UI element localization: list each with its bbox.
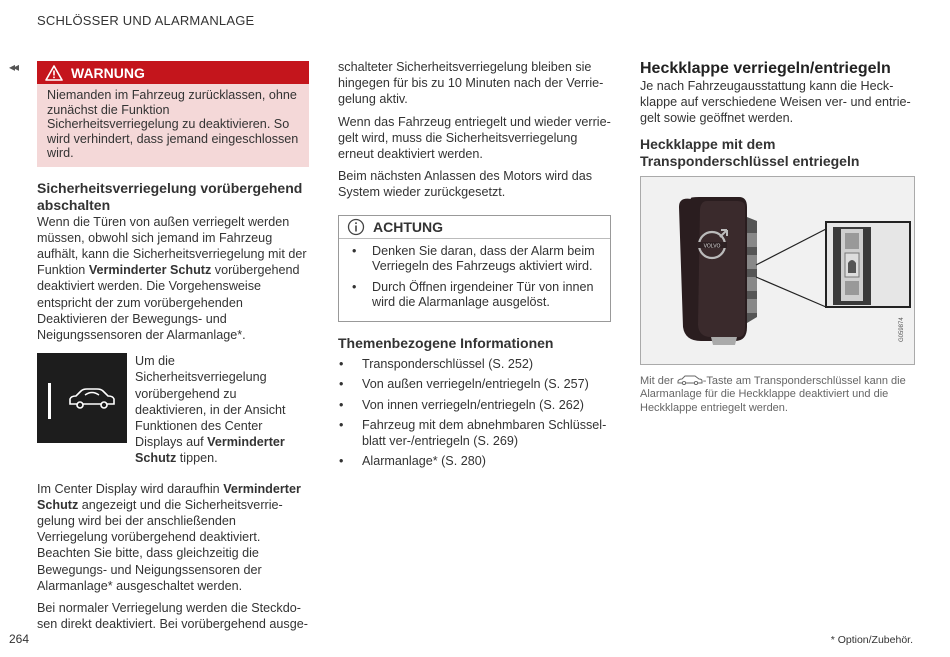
column-3: [640, 59, 915, 415]
intro-paragraph: Wenn die Türen von außen verriegelt werden müssen, obwohl sich jemand im Fahrzeug aufhält, kann die Sicherheitsverriegelung mit der Funktion Verminderter Schutz vorübergehend deaktiviert werden. Die Vorgehensweise entspricht der zum vorübergehenden Deaktivieren der Bewegungs- und Neigungssensoren der Alarmanlage*.: [37, 214, 307, 342]
info-circle-icon: [347, 218, 365, 236]
key-fob-illustration: [641, 177, 914, 364]
related-link[interactable]: • Transponderschlüssel (S. 252): [338, 357, 611, 373]
socket-paragraph-continued: schalteter Sicherheitsverriegelung bleiben sie hingegen für bis zu 10 Minuten nach der Verriegelung aktiv.: [338, 60, 604, 107]
reduced-guard-tile: [37, 353, 127, 443]
tailgate-subheading: Heckklappe mit dem Transponderschlüssel entriegeln: [640, 135, 860, 169]
figure-id: G059874: [899, 316, 905, 342]
section-heading: Sicherheitsverriegelung vorübergehend abschalten: [37, 179, 303, 213]
caution-title: ACHTUNG: [373, 218, 443, 235]
related-link[interactable]: • Alarmanlage* (S. 280): [338, 454, 611, 470]
caution-list: [339, 239, 610, 321]
caution-item: • Denken Sie daran, dass der Alarm beim Verriegeln des Fahrzeugs aktiviert wird.: [349, 244, 600, 275]
tailgate-heading: Heckklappe verriegeln/entriegeln: [640, 60, 891, 77]
engine-start-paragraph: Beim nächsten Anlassen des Motors wird das System wieder zurückgesetzt.: [338, 169, 593, 200]
relock-paragraph: Wenn das Fahrzeug entriegelt und wieder verriegelt wird, muss die Sicherheitsverriegelung erneut deaktiviert werden.: [338, 114, 611, 162]
logo-text: VOLVO: [703, 243, 721, 250]
warning-title: WARNUNG: [71, 64, 145, 81]
page-header: SCHLÖSSER UND ALARMANLAGE: [37, 13, 255, 28]
warning-box: [37, 61, 309, 167]
related-heading: Themenbezogene Informationen: [338, 334, 554, 351]
warning-text: Niemanden im Fahrzeug zurücklassen, ohne zunächst die Funktion Sicherheitsverriegelung zu deaktivieren. So wird verhindert, dass jemand eingeschlossen wird.: [47, 88, 299, 160]
column-1: [37, 61, 309, 632]
instruction-text: Um die Sicherheitsverriegelung vorübergehend zu deaktivieren, in der Ansicht Funktionen des Center Displays auf Verminderter Schutz tippen.: [135, 354, 286, 466]
continued-marker[interactable]: ◂◂: [9, 60, 18, 74]
figure-caption: Mit der -Taste am Transponderschlüssel kann die Alarmanlage für die Heckklappe deaktiviert und die Heckklappe entriegelt werden.: [640, 374, 906, 414]
tailgate-key-icon: [677, 375, 703, 385]
related-list: [338, 357, 611, 470]
instruction-row: [37, 353, 309, 466]
warning-header: [37, 61, 309, 84]
caution-item: • Durch Öffnen irgendeiner Tür von innen wird die Alarmanlage ausgelöst.: [349, 280, 600, 311]
key-fob-figure: [640, 176, 915, 365]
caution-header: [339, 216, 610, 239]
related-link[interactable]: • Von innen verriegeln/entriegeln (S. 262): [338, 398, 611, 414]
caution-box: [338, 215, 611, 322]
tailgate-intro: Je nach Fahrzeugausstattung kann die Heckklappe auf verschiedene Weisen ver- und entriegelt sowie geöffnet werden.: [640, 79, 911, 126]
tailgate-key-icon: [848, 260, 856, 273]
warning-triangle-icon: [45, 65, 63, 81]
footnote: * Option/Zubehör.: [830, 634, 913, 646]
center-display-paragraph: Im Center Display wird daraufhin Verminderter Schutz angezeigt und die Sicherheitsverriegelung wird bei der anschließenden Verriegelung vorübergehend deaktiviert. Beachten Sie bitte, dass gleichzeitig die Bewegungs- und Neigungssensoren der Alarmanlage* ausgeschaltet werden.: [37, 481, 301, 593]
car-lock-icon: [67, 387, 117, 411]
related-link[interactable]: • Von außen verriegeln/entriegeln (S. 257): [338, 377, 611, 393]
socket-paragraph: Bei normaler Verriegelung werden die Steckdosen direkt deaktiviert. Bei vorübergehend ausge-: [37, 600, 308, 632]
column-2: [338, 59, 611, 470]
page-number: 264: [9, 632, 30, 646]
related-link[interactable]: • Fahrzeug mit dem abnehmbaren Schlüsselblatt ver-/entriegeln (S. 269): [338, 418, 611, 449]
